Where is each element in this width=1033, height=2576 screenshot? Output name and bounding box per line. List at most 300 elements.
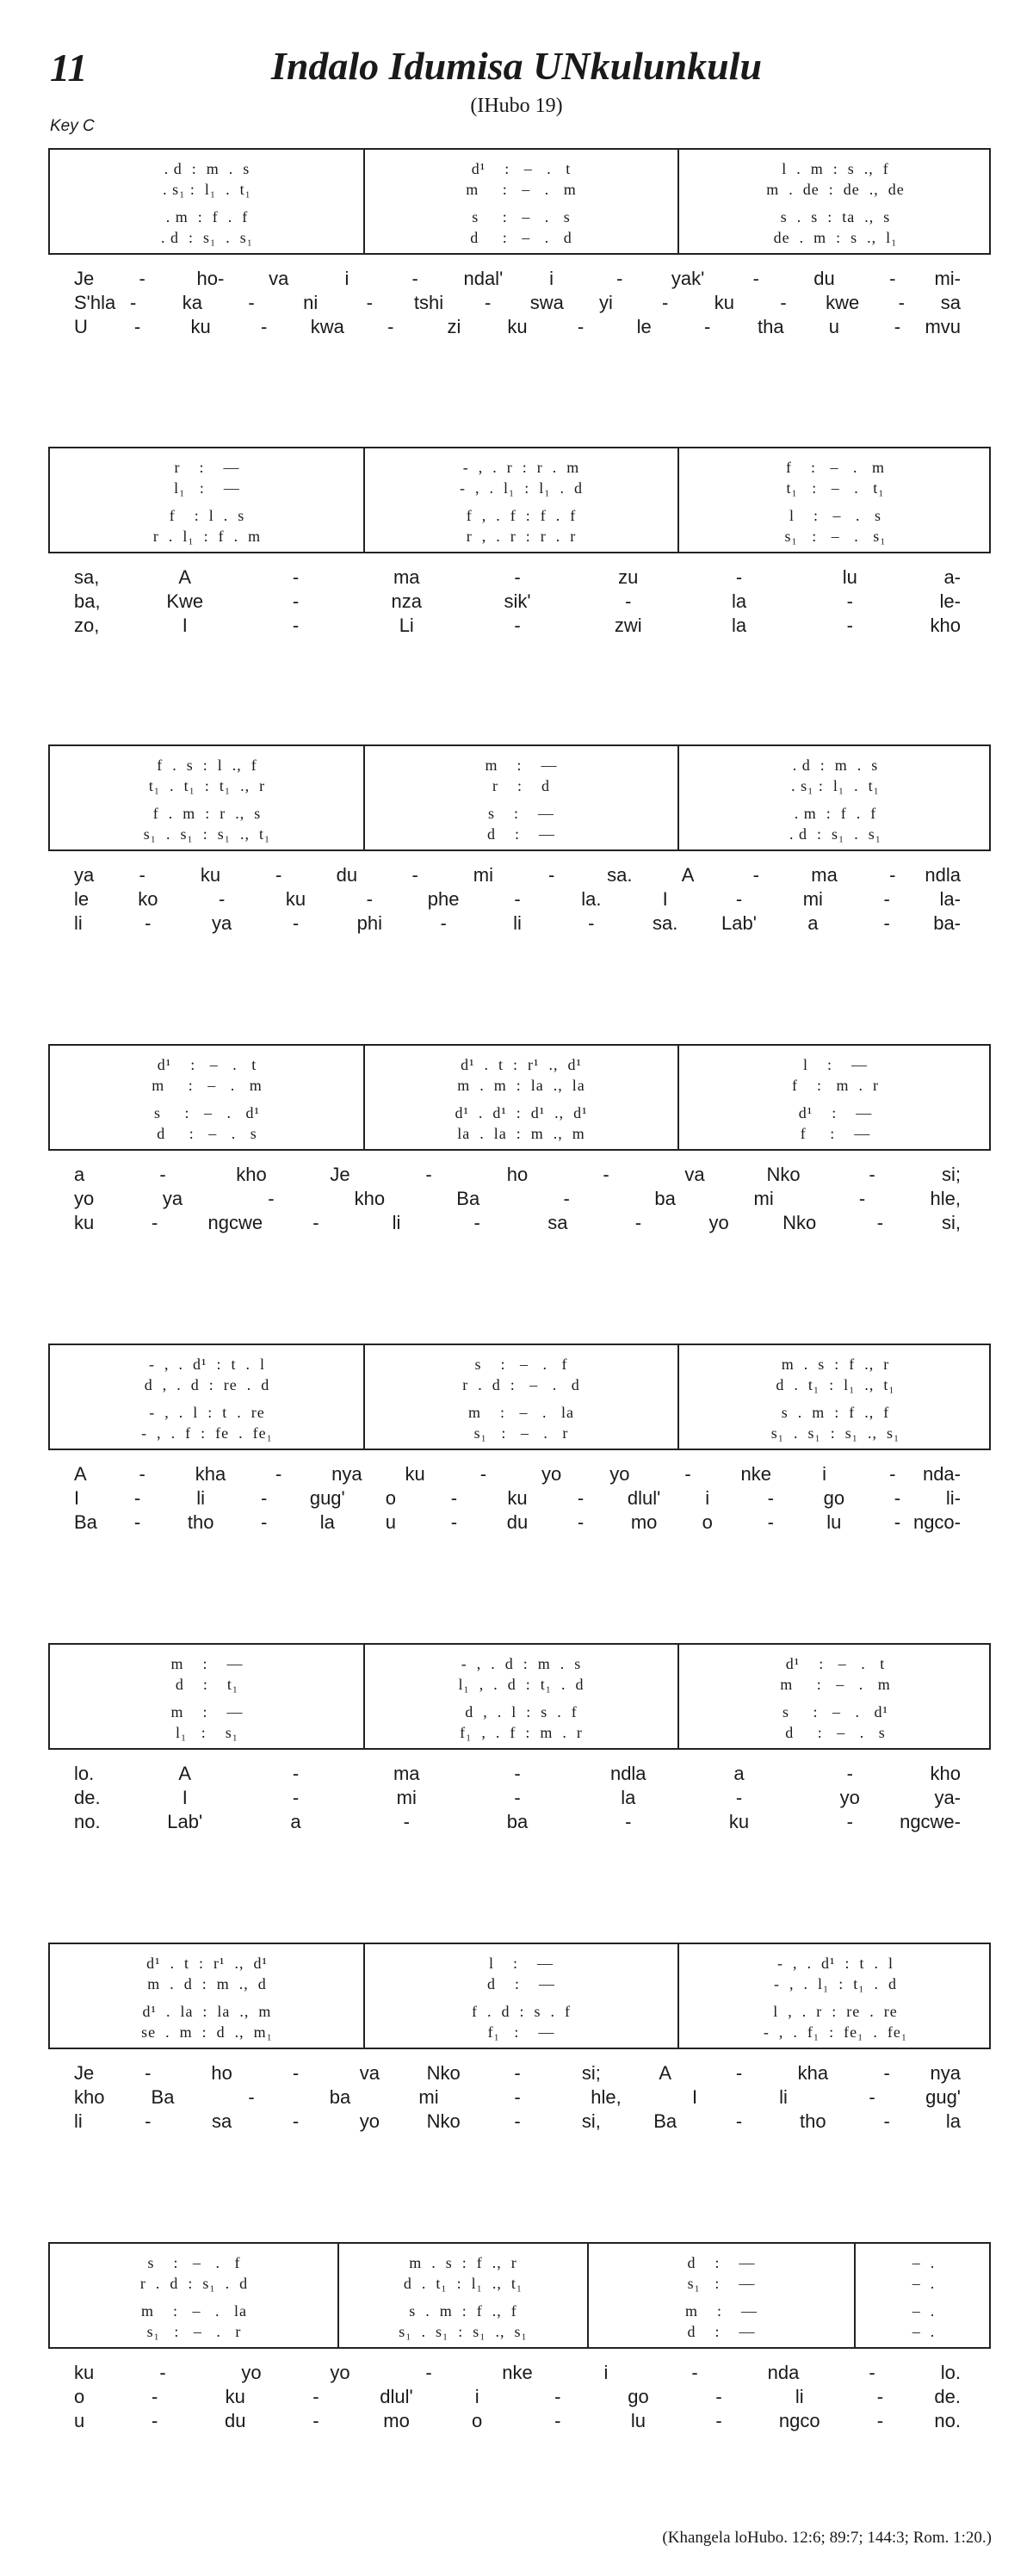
lyric-syllable: - — [514, 2062, 521, 2084]
lyric-syllable: - — [129, 292, 137, 313]
lyric-line — [48, 863, 991, 887]
solfa-notes: r . d : – . d — [462, 1376, 580, 1393]
voice-pair-upper — [59, 1653, 356, 1695]
bar-line — [587, 2244, 589, 2347]
lyric-syllable: tshi — [413, 292, 444, 313]
lyric-syllable: ba — [654, 1188, 676, 1209]
voice-pair-upper — [687, 755, 984, 796]
lyric-syllable: - — [780, 292, 787, 313]
voice-pair-lower — [59, 2001, 356, 2042]
solfa-notes: . d : s₁ . s₁ — [160, 229, 254, 246]
lyric-syllable: li- — [945, 1487, 961, 1509]
lyric-syllable: mi — [802, 888, 823, 910]
solfa-notes: m : – . m — [152, 1077, 263, 1094]
solfa-notes: f . d : s . f — [472, 2003, 571, 2020]
lyric-syllable: ku — [285, 888, 306, 910]
voice-pair-upper — [59, 2252, 330, 2294]
voice-pair-lower — [59, 1702, 356, 1743]
lyric-line — [48, 1810, 991, 1834]
solfa-notes: f : – . m — [786, 459, 885, 476]
voice-pair-upper — [597, 2252, 846, 2294]
lyric-syllable: - — [858, 1188, 866, 1209]
lyric-syllable: - — [139, 1463, 145, 1485]
lyric-syllable: mi — [753, 1188, 774, 1209]
solfa-notes: t₁ . t₁ : t₁ ., r — [148, 777, 266, 794]
lyric-syllable: zwi — [614, 615, 642, 636]
voice-pair-lower — [373, 505, 670, 547]
lyric-line — [48, 2085, 991, 2110]
lyric-syllable: kha — [195, 1463, 226, 1485]
solfa-notes: r : — — [174, 459, 240, 476]
lyric-syllable: ngco- — [912, 1511, 961, 1533]
solfa-notes: s . m : f ., f — [781, 1404, 890, 1421]
lyric-syllable: kwe — [826, 292, 860, 313]
solfa-notes: l : — — [802, 1056, 868, 1073]
lyric-syllable: ndla — [609, 1763, 646, 1784]
solfa-notes: . m : f . f — [165, 208, 249, 225]
lyric-syllable: le- — [939, 590, 961, 612]
lyric-syllable: nke — [740, 1463, 772, 1485]
lyric-syllable: Ba — [456, 1188, 480, 1209]
lyric-syllable: hle, — [930, 1188, 961, 1209]
solfa-notes: s₁ . s₁ : s₁ ., t₁ — [143, 825, 271, 843]
lyric-syllable: - — [440, 912, 447, 934]
solfa-staff — [48, 1643, 991, 1750]
solfa-notes: d : – . d — [470, 229, 572, 246]
solfa-notes: s : – . f — [147, 2254, 241, 2271]
lyric-syllable: du — [506, 1511, 529, 1533]
lyric-syllable: ba- — [933, 912, 961, 934]
lyric-syllable: - — [151, 2386, 158, 2407]
lyric-syllable: la — [621, 1787, 636, 1808]
solfa-notes: s : – . d¹ — [782, 1703, 888, 1720]
voice-pair-upper — [863, 2252, 984, 2294]
lyric-syllable: yo — [541, 1463, 562, 1485]
lyric-syllable: - — [145, 912, 152, 934]
solfa-notes: – . — [912, 2302, 936, 2320]
lyric-syllable: - — [151, 2410, 158, 2431]
lyric-syllable: - — [704, 316, 711, 337]
lyric-syllable: - — [735, 1787, 743, 1808]
lyric-syllable: nza — [391, 590, 422, 612]
solfa-notes: . d : s₁ . s₁ — [789, 825, 882, 843]
solfa-notes: m . m : la ., la — [457, 1077, 585, 1094]
lyric-syllable: u — [385, 1511, 396, 1533]
bar-line — [854, 2244, 856, 2347]
bar-line — [677, 1944, 679, 2048]
lyric-syllable: - — [261, 1511, 268, 1533]
lyric-syllable: la — [731, 590, 747, 612]
solfa-notes: . s₁ : l₁ . t₁ — [791, 777, 880, 794]
lyric-syllable: - — [894, 316, 901, 337]
solfa-notes: s₁ : – . r — [473, 1424, 569, 1442]
solfa-notes: f , . f : f . f — [466, 507, 577, 524]
lyric-line — [48, 2385, 991, 2409]
lyric-syllable: mo — [630, 1511, 658, 1533]
lyric-syllable: - — [869, 1164, 875, 1185]
lyric-line — [48, 315, 991, 339]
solfa-notes: l₁ : s₁ — [175, 1724, 239, 1741]
lyric-syllable: yo — [609, 1463, 630, 1485]
solfa-notes: . d : m . s — [792, 757, 879, 774]
solfa-notes: r : d — [492, 777, 550, 794]
lyric-syllable: - — [514, 888, 521, 910]
lyric-syllable: a — [807, 912, 819, 934]
lyric-line — [48, 2409, 991, 2433]
solfa-staff — [48, 148, 991, 255]
bar-line — [363, 1345, 365, 1449]
lyric-syllable: sa. — [607, 864, 633, 886]
solfa-notes: - , . l₁ : l₁ . d — [459, 479, 584, 497]
lyric-syllable: - — [403, 1811, 410, 1832]
lyric-syllable: - — [261, 1487, 268, 1509]
lyric-syllable: - — [450, 1511, 458, 1533]
lyric-syllable: - — [554, 2410, 561, 2431]
solfa-notes: s₁ : – . s₁ — [784, 528, 887, 545]
bar-line — [337, 2244, 339, 2347]
bar-line — [677, 1345, 679, 1449]
lyric-syllable: - — [514, 1763, 521, 1784]
lyric-syllable: kho — [354, 1188, 386, 1209]
lyric-line — [48, 2110, 991, 2134]
lyric-line — [48, 614, 991, 638]
lyric-syllable: - — [292, 566, 300, 588]
lyric-syllable: - — [139, 268, 145, 289]
lyric-syllable: mi- — [934, 268, 961, 289]
lyric-syllable: Ba — [74, 1511, 97, 1533]
solfa-notes: d¹ : – . t — [157, 1056, 257, 1073]
bar-line — [677, 746, 679, 849]
hymn-title: Indalo Idumisa UNkulunkulu — [270, 44, 763, 88]
solfa-notes: d : — — [486, 1975, 555, 1992]
lyric-syllable: - — [133, 1511, 141, 1533]
lyric-syllable: I — [74, 1487, 80, 1509]
lyric-syllable: - — [479, 1463, 487, 1485]
lyric-syllable: ka — [182, 292, 202, 313]
lyric-syllable: - — [715, 2410, 722, 2431]
bar-line — [363, 150, 365, 253]
solfa-notes: – . — [912, 2254, 936, 2271]
lyric-syllable: U — [74, 316, 88, 337]
lyric-syllable: - — [292, 615, 300, 636]
voice-pair-upper — [373, 457, 670, 498]
solfa-notes: s : – . f — [474, 1356, 568, 1373]
lyric-syllable: Je — [74, 268, 95, 289]
lyric-syllable: - — [577, 1487, 585, 1509]
solfa-notes: d : – . s — [157, 1125, 257, 1142]
lyric-syllable: a- — [943, 566, 961, 588]
lyric-syllable: phe — [427, 888, 460, 910]
lyric-syllable: a — [290, 1811, 301, 1832]
solfa-notes: m : – . m — [780, 1676, 891, 1693]
lyric-syllable: ngcwe- — [900, 1811, 961, 1832]
lyric-line — [48, 887, 991, 911]
solfa-notes: f₁ : — — [487, 2023, 555, 2041]
lyric-syllable: i — [344, 268, 349, 289]
solfa-notes: d , . l : s . f — [465, 1703, 578, 1720]
lyric-syllable: yo — [330, 2362, 350, 2383]
lyric-syllable: mi — [473, 864, 493, 886]
voice-pair-upper — [59, 457, 356, 498]
voice-pair-lower — [687, 803, 984, 844]
lyric-syllable: A — [178, 566, 192, 588]
lyric-syllable: hle, — [591, 2086, 622, 2108]
solfa-notes: f₁ , . f : m . r — [460, 1724, 583, 1741]
lyric-syllable: - — [846, 1811, 853, 1832]
voice-pair-lower — [373, 803, 670, 844]
lyric-syllable: mvu — [925, 316, 961, 337]
lyric-syllable: - — [752, 268, 759, 289]
solfa-notes: d¹ . la : la ., m — [142, 2003, 272, 2020]
lyric-syllable: gug' — [309, 1487, 345, 1509]
bar-line — [677, 1046, 679, 1149]
lyric-syllable: nya — [930, 2062, 961, 2084]
lyric-syllable: - — [691, 2362, 698, 2383]
solfa-notes: - , . f₁ : fe₁ . fe₁ — [763, 2023, 908, 2041]
lyric-line — [48, 1211, 991, 1235]
lyric-syllable: ngco — [778, 2410, 820, 2431]
lyric-syllable: ho — [211, 2062, 232, 2084]
lyric-syllable: tho — [800, 2110, 826, 2132]
lyric-syllable: li — [795, 2386, 804, 2407]
lyric-syllable: dlul' — [380, 2386, 413, 2407]
voice-pair-upper — [687, 158, 984, 200]
lyric-line — [48, 2061, 991, 2085]
lyric-syllable: du — [813, 268, 835, 289]
voice-pair-lower — [687, 207, 984, 248]
lyric-syllable: - — [889, 864, 896, 886]
voice-pair-lower — [373, 1103, 670, 1144]
voice-pair-lower — [687, 1103, 984, 1144]
solfa-notes: la . la : m ., m — [457, 1125, 585, 1142]
bar-line — [363, 1944, 365, 2048]
lyric-syllable: - — [514, 566, 521, 588]
lyric-syllable: - — [889, 1463, 896, 1485]
lyric-syllable: sa, — [74, 566, 100, 588]
voice-pair-upper — [687, 1054, 984, 1096]
key-signature: Key C — [50, 117, 95, 135]
solfa-notes: d¹ : – . t — [785, 1655, 886, 1672]
bar-line — [363, 448, 365, 552]
lyric-syllable: yo — [241, 2362, 262, 2383]
lyric-syllable: lu — [630, 2410, 646, 2431]
lyric-syllable: si, — [942, 1212, 961, 1233]
lyric-syllable: - — [625, 590, 632, 612]
voice-pair-upper — [373, 755, 670, 796]
lyric-syllable: nda- — [922, 1463, 961, 1485]
lyric-syllable: - — [752, 864, 759, 886]
solfa-notes: - , . d : m . s — [461, 1655, 582, 1672]
solfa-notes: s₁ . s₁ : s₁ ., s₁ — [399, 2323, 528, 2340]
lyric-syllable: i — [549, 268, 554, 289]
lyric-line — [48, 291, 991, 315]
lyric-syllable: le — [74, 888, 90, 910]
solfa-notes: l₁ , . d : t₁ . d — [458, 1676, 585, 1693]
voice-pair-lower — [863, 2301, 984, 2342]
solfa-notes: m : – . la — [468, 1404, 574, 1421]
lyric-syllable: gug' — [925, 2086, 961, 2108]
solfa-notes: d¹ : — — [798, 1104, 873, 1121]
lyric-syllable: kho — [930, 615, 961, 636]
lyric-syllable: swa — [529, 292, 564, 313]
lyric-line — [48, 590, 991, 614]
lyric-line — [48, 1462, 991, 1486]
lyric-syllable: zo, — [74, 615, 100, 636]
solfa-notes: l : — — [488, 1955, 554, 1972]
solfa-notes: – . — [912, 2323, 936, 2340]
voice-pair-upper — [687, 1354, 984, 1395]
lyric-syllable: - — [473, 1212, 480, 1233]
lyric-syllable: A — [681, 864, 695, 886]
bar-line — [363, 1645, 365, 1748]
solfa-notes: d , . d : re . d — [144, 1376, 270, 1393]
bar-line — [677, 448, 679, 552]
lyric-line — [48, 1163, 991, 1187]
lyric-syllable: a — [733, 1763, 745, 1784]
solfa-notes: m : – . m — [466, 181, 577, 198]
lyric-syllable: - — [218, 888, 226, 910]
lyric-syllable: nke — [502, 2362, 533, 2383]
solfa-notes: de . m : s ., l₁ — [773, 229, 898, 246]
solfa-notes: m . s : f ., r — [409, 2254, 517, 2271]
lyric-syllable: - — [889, 268, 896, 289]
lyric-syllable: ba — [506, 1811, 529, 1832]
solfa-notes: s : – . s — [472, 208, 571, 225]
lyric-syllable: A — [659, 2062, 671, 2084]
lyric-syllable: - — [846, 590, 853, 612]
lyric-syllable: la- — [939, 888, 961, 910]
lyric-syllable: o — [702, 1511, 713, 1533]
lyric-syllable: I — [182, 1787, 188, 1808]
solfa-notes: m : – . la — [141, 2302, 247, 2320]
lyric-syllable: lu — [842, 566, 857, 588]
lyric-syllable: - — [159, 1164, 166, 1185]
lyric-syllable: de. — [934, 2386, 961, 2407]
solfa-notes: m . s : f ., r — [781, 1356, 890, 1373]
lyric-syllable: - — [616, 268, 623, 289]
solfa-notes: f : m . r — [792, 1077, 879, 1094]
solfa-notes: d : — — [687, 2254, 756, 2271]
lyric-syllable: - — [484, 292, 492, 313]
lyric-syllable: - — [159, 2362, 166, 2383]
lyric-syllable: du — [336, 864, 358, 886]
lyric-syllable: Kwe — [166, 590, 204, 612]
lyric-syllable: li — [392, 1212, 401, 1233]
lyric-syllable: I — [182, 615, 188, 636]
lyric-syllable: Li — [399, 615, 414, 636]
lyric-syllable: - — [387, 316, 394, 337]
lyric-syllable: - — [514, 2086, 521, 2108]
solfa-notes: d . t₁ : l₁ ., t₁ — [403, 2275, 523, 2292]
lyric-syllable: kho — [236, 1164, 267, 1185]
lyric-line — [48, 1187, 991, 1211]
lyric-syllable: - — [883, 912, 890, 934]
lyric-syllable: - — [268, 1188, 275, 1209]
lyric-syllable: ni — [303, 292, 319, 313]
lyric-syllable: ku — [507, 1487, 528, 1509]
lyric-syllable: mi — [418, 2086, 439, 2108]
voice-pair-lower — [59, 505, 356, 547]
lyric-syllable: i — [705, 1487, 710, 1509]
lyric-syllable: - — [292, 1763, 300, 1784]
lyric-syllable: - — [894, 1487, 901, 1509]
lyric-syllable: - — [883, 888, 890, 910]
lyric-syllable: - — [767, 1487, 774, 1509]
lyric-syllable: - — [625, 1811, 632, 1832]
lyric-syllable: I — [691, 2086, 698, 2108]
bar-line — [363, 746, 365, 849]
lyric-syllable: i — [822, 1463, 826, 1485]
lyric-syllable: - — [312, 2386, 319, 2407]
lyric-syllable: - — [151, 1212, 158, 1233]
lyric-syllable: A — [178, 1763, 192, 1784]
solfa-staff — [48, 1044, 991, 1151]
voice-pair-lower — [687, 1402, 984, 1443]
hymn-subtitle: (IHubo 19) — [470, 95, 563, 117]
voice-pair-upper — [373, 158, 670, 200]
voice-pair-lower — [687, 2001, 984, 2042]
lyric-syllable: yo — [359, 2110, 380, 2132]
lyric-syllable: go — [823, 1487, 845, 1509]
solfa-notes: f . m : r ., s — [152, 805, 262, 822]
voice-pair-lower — [373, 1402, 670, 1443]
lyric-syllable: lo. — [940, 2362, 961, 2383]
lyric-syllable: zi — [447, 316, 461, 337]
lyric-syllable: - — [603, 1164, 609, 1185]
lyric-syllable: si, — [581, 2110, 601, 2132]
solfa-notes: r . l₁ : f . m — [152, 528, 262, 545]
solfa-notes: r , . r : r . r — [466, 528, 577, 545]
lyric-syllable: - — [869, 2086, 875, 2108]
solfa-staff — [48, 1344, 991, 1450]
lyric-syllable: - — [145, 2062, 152, 2084]
lyric-syllable: - — [312, 2410, 319, 2431]
lyric-syllable: kha — [797, 2062, 829, 2084]
solfa-notes: l : – . s — [789, 507, 881, 524]
solfa-notes: d . t₁ : l₁ ., t₁ — [776, 1376, 895, 1393]
lyric-syllable: - — [261, 316, 268, 337]
lyric-syllable: ku — [714, 292, 734, 313]
solfa-notes: d¹ . t : r¹ ., d¹ — [146, 1955, 268, 1972]
solfa-notes: - , . f : fe . fe₁ — [141, 1424, 273, 1442]
lyric-syllable: - — [846, 615, 853, 636]
lyric-syllable: - — [894, 1511, 901, 1533]
lyric-syllable: a — [74, 1164, 85, 1185]
lyric-syllable: o — [472, 2410, 483, 2431]
lyric-line — [48, 1762, 991, 1786]
lyric-syllable: - — [312, 1212, 319, 1233]
lyric-syllable: - — [366, 292, 373, 313]
solfa-notes: m : — — [170, 1703, 244, 1720]
lyric-syllable: - — [292, 912, 300, 934]
lyric-syllable: sik' — [504, 590, 531, 612]
voice-pair-upper — [59, 1054, 356, 1096]
voice-pair-upper — [59, 755, 356, 796]
solfa-staff — [48, 447, 991, 553]
solfa-notes: m : — — [485, 757, 558, 774]
lyric-syllable: go — [628, 2386, 649, 2407]
voice-pair-upper — [687, 1953, 984, 1994]
voice-pair-lower — [59, 803, 356, 844]
lyric-syllable: sa — [212, 2110, 232, 2132]
lyric-syllable: phi — [356, 912, 383, 934]
bar-line — [677, 150, 679, 253]
lyric-syllable: Nko — [426, 2062, 461, 2084]
lyric-syllable: o — [74, 2386, 85, 2407]
lyric-syllable: li — [196, 1487, 206, 1509]
lyric-syllable: ba — [329, 2086, 351, 2108]
lyric-syllable: kho — [74, 2086, 105, 2108]
